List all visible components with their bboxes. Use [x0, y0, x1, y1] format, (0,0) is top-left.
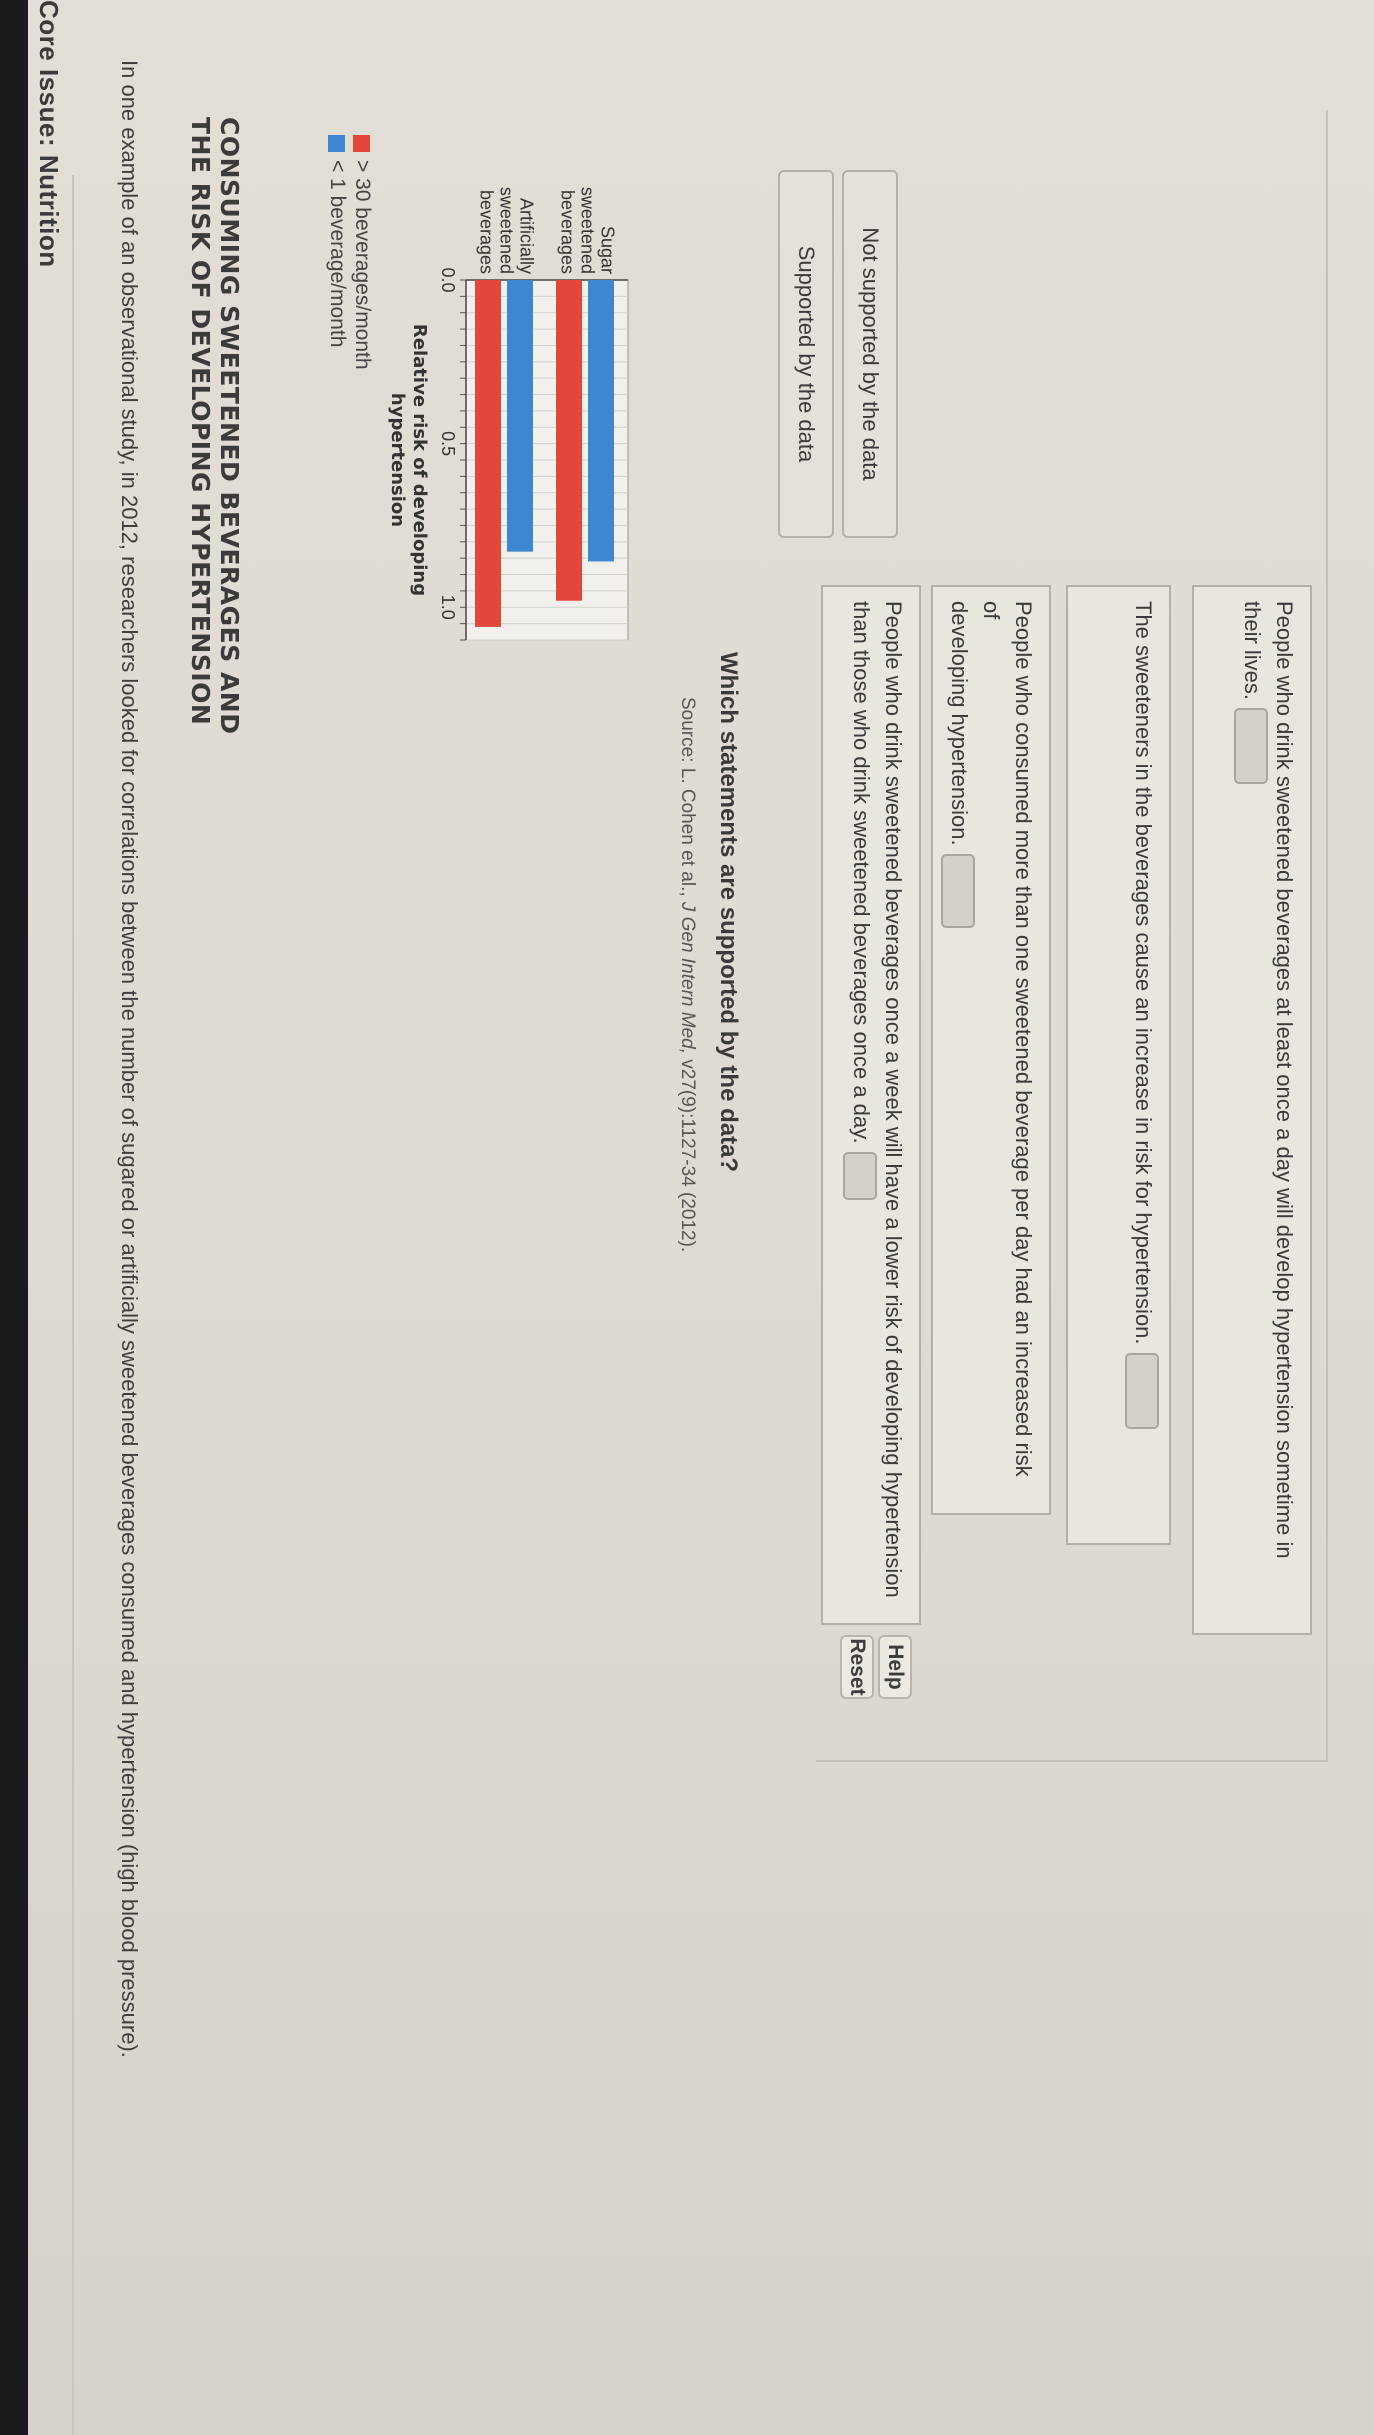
bar-1-1: [588, 280, 614, 561]
category-label: Sugar: [597, 225, 618, 274]
statement-3-line-1: The sweeteners in the beverages cause an increase in risk for hypertension.: [1125, 601, 1159, 1529]
legend-label-red: > 30 beverages/month: [351, 160, 374, 370]
category-label: sweetened: [577, 186, 598, 274]
chart-title-line-2: THE RISK OF DEVELOPING HYPERTENSION: [186, 117, 215, 726]
x-tick-label: 1.0: [438, 594, 458, 620]
source-citation: [676, 697, 698, 1252]
legend-label-blue: < 1 beverage/month: [326, 160, 349, 348]
source-prefix: Source: L. Cohen et al.,: [677, 697, 698, 902]
statement-1-line-1: People who drink sweetened beverages once a week will have a lower risk of developing hypertension: [881, 601, 906, 1598]
x-axis-label: Relative risk of developing: [409, 323, 430, 597]
statement-card-4[interactable]: [1192, 585, 1312, 1635]
category-not-supported[interactable]: Not supported by the data: [842, 170, 898, 538]
legend-item-blue: [325, 135, 349, 347]
legend-swatch-red: [354, 135, 371, 152]
category-supported[interactable]: Supported by the data: [778, 170, 834, 538]
chart-title-line-1: CONSUMING SWEETENED BEVERAGES AND: [215, 117, 244, 735]
statement-2-line-1: People who consumed more than one sweetened beverage per day had an increased risk of: [979, 601, 1036, 1477]
page-title: Core Issue: Nutrition: [34, 0, 64, 268]
legend-swatch-blue: [329, 135, 346, 152]
bar-1-2: [556, 280, 582, 601]
category-label: beverages: [557, 189, 578, 274]
chart-title: [186, 117, 244, 734]
bar-2-1: [507, 280, 533, 552]
screen-edge: [0, 0, 28, 2435]
statement-card-2[interactable]: [931, 585, 1051, 1515]
legend-item-red: [350, 135, 374, 370]
x-tick-label: 0.5: [438, 431, 458, 457]
statement-1-dropzone[interactable]: [843, 1152, 877, 1200]
source-journal: J Gen Intern Med,: [677, 901, 698, 1054]
reset-button[interactable]: Reset: [840, 1635, 874, 1699]
statement-4-line-2: their lives.: [1234, 601, 1268, 1619]
statement-2-dropzone[interactable]: [941, 854, 975, 928]
category-label: Artificially: [516, 197, 537, 274]
help-button[interactable]: Help: [878, 1635, 912, 1699]
header-divider: [72, 175, 74, 2435]
intro-text: In one example of an observational study, in 2012, researchers looked for correlations between the number of sugared or artificially sweetened beverages consumed and hypertension (high blood pressure).: [117, 60, 142, 2058]
question-text: Which statements are supported by the data?: [715, 652, 742, 1173]
x-axis-label: hypertension: [387, 392, 408, 528]
statement-4-dropzone[interactable]: [1234, 708, 1268, 784]
source-suffix: v27(9):1127-34 (2012).: [677, 1053, 698, 1253]
statement-1-line-2: than those who drink sweetened beverages once a day.: [843, 601, 877, 1609]
statement-4-line-1: People who drink sweetened beverages at least once a day will develop hypertension sometime in: [1272, 601, 1297, 1559]
category-label: beverages: [476, 189, 497, 274]
statement-card-1[interactable]: [821, 585, 921, 1625]
statement-card-3[interactable]: [1066, 585, 1171, 1545]
statement-3-dropzone[interactable]: [1125, 1353, 1159, 1429]
bar-2-2: [475, 280, 501, 627]
x-tick-label: 0.0: [438, 267, 458, 293]
statement-2-line-2: developing hypertension.: [941, 601, 975, 1499]
category-label: sweetened: [496, 186, 517, 274]
bar-chart: [374, 170, 634, 670]
